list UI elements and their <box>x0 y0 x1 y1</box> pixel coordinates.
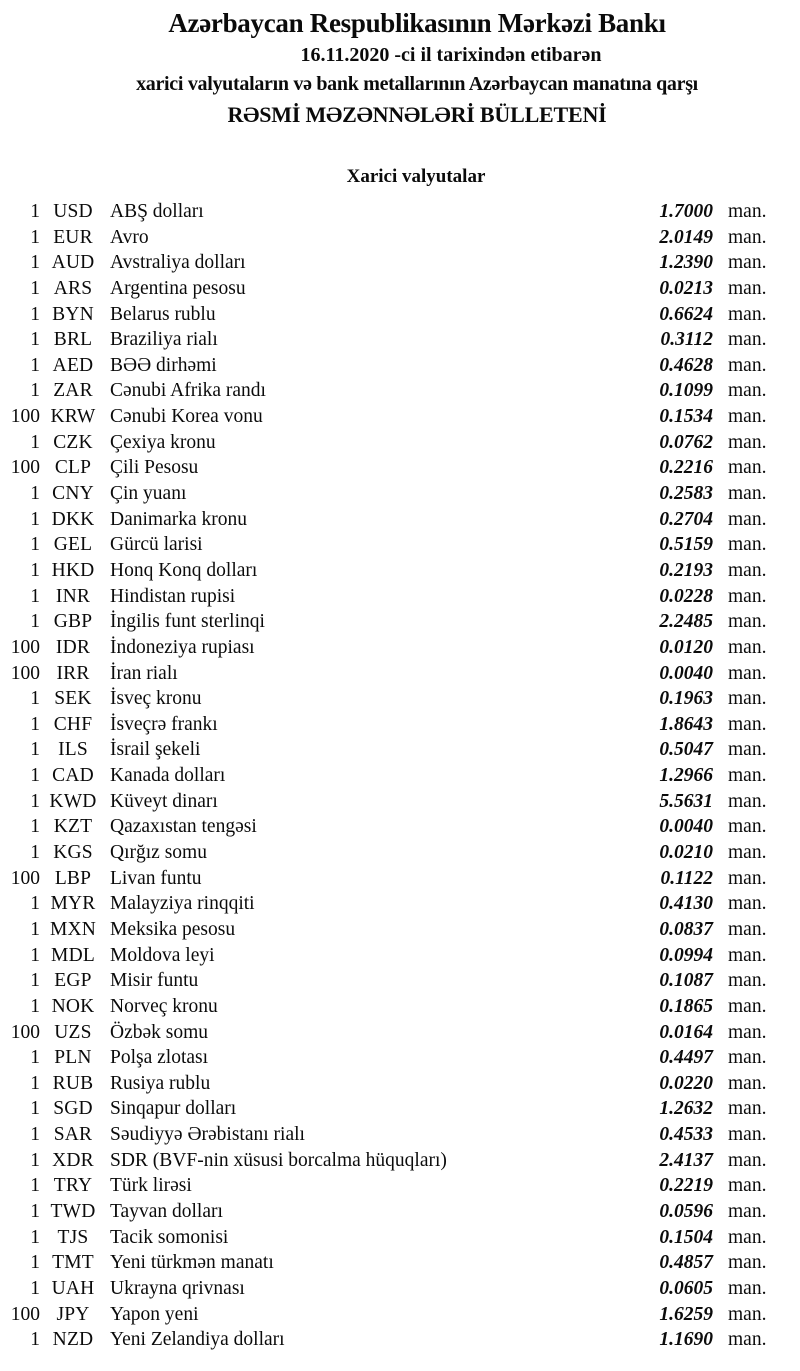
rate-row <box>0 712 800 738</box>
rate-quantity: 1 <box>30 944 40 966</box>
unit-label: man. <box>728 406 767 428</box>
rate-quantity: 100 <box>10 1021 40 1043</box>
rate-quantity: 1 <box>30 765 40 787</box>
unit-label: man. <box>728 559 767 581</box>
unit-label: man. <box>728 354 767 376</box>
currency-code: EUR <box>53 226 93 248</box>
bulletin-title: RƏSMİ MƏZƏNNƏLƏRİ BÜLLETENİ <box>227 102 607 127</box>
rate-quantity: 1 <box>30 1072 40 1094</box>
rate-quantity: 1 <box>30 970 40 992</box>
unit-label: man. <box>728 1047 767 1069</box>
rate-value: 1.8643 <box>659 713 713 735</box>
rate-row <box>0 225 800 251</box>
rate-quantity: 1 <box>30 713 40 735</box>
currency-code: ILS <box>58 739 88 761</box>
unit-label: man. <box>728 457 767 479</box>
unit-label: man. <box>728 1329 767 1351</box>
unit-label: man. <box>728 765 767 787</box>
rate-row <box>0 1276 800 1302</box>
currency-code: CNY <box>52 483 94 505</box>
exchange-rates-table <box>0 199 800 1353</box>
rate-quantity: 1 <box>30 1124 40 1146</box>
unit-label: man. <box>728 739 767 761</box>
rate-row <box>0 968 800 994</box>
rate-quantity: 1 <box>30 790 40 812</box>
unit-label: man. <box>728 329 767 351</box>
rate-value: 5.5631 <box>659 790 713 812</box>
currency-name: Sinqapur dolları <box>110 1098 237 1120</box>
unit-label: man. <box>728 508 767 530</box>
currency-name: Misir funtu <box>110 970 199 992</box>
unit-label: man. <box>728 893 767 915</box>
rate-row <box>0 1122 800 1148</box>
rate-quantity: 1 <box>30 816 40 838</box>
rate-quantity: 100 <box>10 406 40 428</box>
currency-name: BƏƏ dirhəmi <box>110 354 217 376</box>
rate-row <box>0 1173 800 1199</box>
unit-label: man. <box>728 842 767 864</box>
currency-name: Gürcü larisi <box>110 534 203 556</box>
rate-quantity: 1 <box>30 277 40 299</box>
currency-code: XDR <box>52 1149 94 1171</box>
rate-value: 1.6259 <box>659 1303 713 1325</box>
rate-value: 0.4628 <box>659 354 713 376</box>
rate-quantity: 100 <box>10 1303 40 1325</box>
rate-value: 0.0994 <box>659 944 713 966</box>
currency-name: Rusiya rublu <box>110 1072 211 1094</box>
currency-code: CHF <box>53 713 93 735</box>
currency-code: EGP <box>54 970 92 992</box>
currency-name: Avro <box>110 226 149 248</box>
rate-value: 0.0210 <box>659 842 713 864</box>
currency-code: KGS <box>53 842 93 864</box>
rate-quantity: 1 <box>30 1149 40 1171</box>
unit-label: man. <box>728 1175 767 1197</box>
currency-name: Meksika pesosu <box>110 918 236 940</box>
currency-name: İsveç kronu <box>110 688 202 710</box>
rate-row <box>0 1327 800 1353</box>
currency-code: MYR <box>50 893 96 915</box>
currency-name: Cənubi Afrika randı <box>110 380 266 402</box>
currency-name: Yeni Zelandiya dolları <box>110 1329 285 1351</box>
rate-value: 0.6624 <box>659 303 713 325</box>
currency-name: İsrail şekeli <box>110 739 201 761</box>
currency-name: Tayvan dolları <box>110 1200 223 1222</box>
rate-quantity: 1 <box>30 1277 40 1299</box>
currency-code: NZD <box>52 1329 94 1351</box>
rate-value: 1.2390 <box>659 252 713 274</box>
rate-value: 1.1690 <box>659 1329 713 1351</box>
rate-value: 0.3112 <box>660 329 713 351</box>
unit-label: man. <box>728 970 767 992</box>
rate-row <box>0 814 800 840</box>
unit-label: man. <box>728 995 767 1017</box>
rate-quantity: 1 <box>30 1329 40 1351</box>
rate-value: 0.0164 <box>659 1021 713 1043</box>
unit-label: man. <box>728 1098 767 1120</box>
currency-code: AUD <box>51 252 95 274</box>
currency-code: BYN <box>52 303 94 325</box>
currency-name: Yapon yeni <box>110 1303 199 1325</box>
rate-row <box>0 1020 800 1046</box>
rate-row <box>0 866 800 892</box>
currency-name: Cənubi Korea vonu <box>110 406 263 428</box>
rate-quantity: 1 <box>30 559 40 581</box>
currency-name: Malayziya rinqqiti <box>110 893 255 915</box>
rate-row <box>0 404 800 430</box>
rate-value: 0.0040 <box>659 662 713 684</box>
currency-code: NOK <box>51 995 95 1017</box>
rate-value: 0.1087 <box>659 970 713 992</box>
rate-value: 0.4130 <box>659 893 713 915</box>
currency-name: Yeni türkmən manatı <box>110 1252 274 1274</box>
currency-code: GBP <box>53 611 93 633</box>
rate-quantity: 1 <box>30 1252 40 1274</box>
currency-name: Ukrayna qrivnası <box>110 1277 245 1299</box>
rate-value: 0.5159 <box>659 534 713 556</box>
rate-quantity: 1 <box>30 1226 40 1248</box>
rate-row <box>0 1225 800 1251</box>
unit-label: man. <box>728 867 767 889</box>
unit-label: man. <box>728 636 767 658</box>
section-title-foreign-currencies: Xarici valyutalar <box>346 166 486 187</box>
rate-row <box>0 789 800 815</box>
unit-label: man. <box>728 1149 767 1171</box>
unit-label: man. <box>728 483 767 505</box>
unit-label: man. <box>728 1200 767 1222</box>
rate-value: 0.0605 <box>659 1277 713 1299</box>
rate-row <box>0 1045 800 1071</box>
currency-name: Braziliya rialı <box>110 329 218 351</box>
rate-value: 0.4497 <box>659 1047 713 1069</box>
unit-label: man. <box>728 790 767 812</box>
rate-quantity: 1 <box>30 380 40 402</box>
currency-name: Hindistan rupisi <box>110 585 236 607</box>
rate-value: 0.1504 <box>659 1226 713 1248</box>
currency-name: Honq Konq dolları <box>110 559 258 581</box>
rate-value: 0.2216 <box>659 457 713 479</box>
currency-code: TJS <box>57 1226 89 1248</box>
currency-name: Avstraliya dolları <box>110 252 246 274</box>
currency-code: KWD <box>49 790 97 812</box>
rate-row <box>0 276 800 302</box>
currency-code: TWD <box>50 1200 96 1222</box>
rate-quantity: 1 <box>30 201 40 222</box>
unit-label: man. <box>728 1252 767 1274</box>
currency-code: INR <box>55 585 91 607</box>
currency-name: Norveç kronu <box>110 995 218 1017</box>
rate-row <box>0 994 800 1020</box>
rate-quantity: 1 <box>30 842 40 864</box>
rate-row <box>0 1148 800 1174</box>
rate-value: 2.0149 <box>659 226 713 248</box>
unit-label: man. <box>728 585 767 607</box>
rate-quantity: 1 <box>30 483 40 505</box>
currency-name: İngilis funt sterlinqi <box>110 611 265 633</box>
currency-name: Polşa zlotası <box>110 1047 209 1069</box>
currency-code: TMT <box>52 1252 94 1274</box>
rate-row <box>0 302 800 328</box>
currency-code: UZS <box>54 1021 92 1043</box>
rate-value: 0.4533 <box>659 1124 713 1146</box>
rate-row <box>0 481 800 507</box>
rate-quantity: 100 <box>10 636 40 658</box>
currency-code: KZT <box>53 816 93 838</box>
rate-row <box>0 584 800 610</box>
unit-label: man. <box>728 1226 767 1248</box>
unit-label: man. <box>728 1303 767 1325</box>
currency-code: SAR <box>53 1124 93 1146</box>
currency-code: KRW <box>50 406 96 428</box>
rate-quantity: 1 <box>30 303 40 325</box>
rate-row <box>0 327 800 353</box>
rate-value: 0.0762 <box>659 431 713 453</box>
rate-quantity: 1 <box>30 1175 40 1197</box>
rate-row <box>0 943 800 969</box>
unit-label: man. <box>728 1072 767 1094</box>
rate-value: 1.2632 <box>659 1098 713 1120</box>
rate-quantity: 1 <box>30 611 40 633</box>
currency-name: Qazaxıstan tengəsi <box>110 816 257 838</box>
currency-name: SDR (BVF-nin xüsusi borcalma hüquqları) <box>110 1149 447 1171</box>
currency-code: CZK <box>53 431 93 453</box>
rate-row <box>0 199 800 225</box>
currency-name: Danimarka kronu <box>110 508 247 530</box>
currency-name: ABŞ dolları <box>110 201 204 222</box>
currency-name: Səudiyyə Ərəbistanı rialı <box>110 1124 305 1146</box>
rate-row <box>0 430 800 456</box>
unit-label: man. <box>728 918 767 940</box>
rate-row <box>0 635 800 661</box>
rate-row <box>0 891 800 917</box>
rate-quantity: 1 <box>30 534 40 556</box>
currency-code: SGD <box>53 1098 93 1120</box>
rate-row <box>0 532 800 558</box>
rate-value: 0.1534 <box>659 406 713 428</box>
unit-label: man. <box>728 431 767 453</box>
rate-quantity: 1 <box>30 1200 40 1222</box>
currency-name: Livan funtu <box>110 867 202 889</box>
currency-name: Moldova leyi <box>110 944 215 966</box>
rate-value: 0.1865 <box>659 995 713 1017</box>
currency-code: AED <box>52 354 94 376</box>
document-header <box>17 0 800 130</box>
currency-name: Türk lirəsi <box>110 1175 192 1197</box>
rate-quantity: 1 <box>30 252 40 274</box>
currency-code: IRR <box>56 662 90 684</box>
unit-label: man. <box>728 380 767 402</box>
rate-row <box>0 1071 800 1097</box>
rate-value: 0.2219 <box>659 1175 713 1197</box>
unit-label: man. <box>728 662 767 684</box>
rate-value: 0.1963 <box>659 688 713 710</box>
unit-label: man. <box>728 303 767 325</box>
rate-row <box>0 455 800 481</box>
rate-row <box>0 378 800 404</box>
unit-label: man. <box>728 534 767 556</box>
rate-row <box>0 250 800 276</box>
currency-code: UAH <box>51 1277 95 1299</box>
rate-row <box>0 917 800 943</box>
currency-name: Küveyt dinarı <box>110 790 218 812</box>
rate-value: 0.0220 <box>659 1072 713 1094</box>
unit-label: man. <box>728 688 767 710</box>
unit-label: man. <box>728 816 767 838</box>
currency-name: Çin yuanı <box>110 483 187 505</box>
rate-value: 2.4137 <box>659 1149 713 1171</box>
currency-name: İndoneziya rupiası <box>110 636 255 658</box>
rate-quantity: 1 <box>30 226 40 248</box>
currency-name: Kanada dolları <box>110 765 226 787</box>
currency-code: MXN <box>49 918 97 940</box>
rate-quantity: 1 <box>30 995 40 1017</box>
rate-value: 0.1099 <box>659 380 713 402</box>
currency-code: USD <box>53 201 93 222</box>
effective-date-line: 16.11.2020 -ci il tarixindən etibarən <box>300 44 602 66</box>
rate-quantity: 1 <box>30 1098 40 1120</box>
currency-code: LBP <box>54 867 92 889</box>
rate-value: 0.2193 <box>659 559 713 581</box>
rate-value: 0.2583 <box>659 483 713 505</box>
rate-quantity: 1 <box>30 354 40 376</box>
rate-quantity: 1 <box>30 431 40 453</box>
bank-name-title: Azərbaycan Respublikasının Mərkəzi Bankı <box>168 8 666 38</box>
currency-name: Qırğız somu <box>110 842 207 864</box>
rate-quantity: 1 <box>30 585 40 607</box>
subject-line: xarici valyutaların və bank metallarının Azərbaycan manatına qarşı <box>136 73 698 95</box>
rate-value: 0.0040 <box>659 816 713 838</box>
rate-quantity: 1 <box>30 329 40 351</box>
unit-label: man. <box>728 944 767 966</box>
rate-quantity: 1 <box>30 1047 40 1069</box>
currency-code: RUB <box>52 1072 94 1094</box>
unit-label: man. <box>728 1021 767 1043</box>
currency-code: GEL <box>53 534 93 556</box>
rate-quantity: 1 <box>30 893 40 915</box>
rate-value: 0.0837 <box>659 918 713 940</box>
currency-name: Tacik somonisi <box>110 1226 229 1248</box>
unit-label: man. <box>728 252 767 274</box>
currency-code: SEK <box>54 688 92 710</box>
rate-value: 0.0120 <box>659 636 713 658</box>
unit-label: man. <box>728 713 767 735</box>
currency-code: CLP <box>54 457 92 479</box>
rate-row <box>0 1250 800 1276</box>
rate-value: 0.0228 <box>659 585 713 607</box>
rate-value: 1.7000 <box>659 201 713 222</box>
currency-name: Argentina pesosu <box>110 277 246 299</box>
unit-label: man. <box>728 277 767 299</box>
currency-code: ZAR <box>53 380 93 402</box>
rate-value: 1.2966 <box>659 765 713 787</box>
unit-label: man. <box>728 611 767 633</box>
rate-row <box>0 686 800 712</box>
currency-name: Belarus rublu <box>110 303 216 325</box>
rate-quantity: 100 <box>10 867 40 889</box>
currency-code: CAD <box>52 765 94 787</box>
rate-row <box>0 353 800 379</box>
rate-value: 0.4857 <box>659 1252 713 1274</box>
currency-name: Çexiya kronu <box>110 431 216 453</box>
unit-label: man. <box>728 201 767 222</box>
rate-row <box>0 558 800 584</box>
currency-code: HKD <box>51 559 95 581</box>
currency-code: PLN <box>54 1047 92 1069</box>
rate-value: 0.0213 <box>659 277 713 299</box>
rate-row <box>0 1096 800 1122</box>
currency-code: IDR <box>55 636 91 658</box>
rate-row <box>0 661 800 687</box>
rate-quantity: 1 <box>30 688 40 710</box>
currency-code: DKK <box>51 508 95 530</box>
unit-label: man. <box>728 226 767 248</box>
rate-value: 2.2485 <box>659 611 713 633</box>
rate-value: 0.0596 <box>659 1200 713 1222</box>
rate-value: 0.5047 <box>659 739 713 761</box>
rate-quantity: 1 <box>30 918 40 940</box>
currency-name: İsveçrə frankı <box>110 713 218 735</box>
currency-code: TRY <box>53 1175 93 1197</box>
currency-code: BRL <box>53 329 93 351</box>
rate-row <box>0 507 800 533</box>
currency-code: JPY <box>56 1303 90 1325</box>
rate-row <box>0 840 800 866</box>
rate-row <box>0 1302 800 1328</box>
rate-quantity: 100 <box>10 457 40 479</box>
currency-code: MDL <box>51 944 95 966</box>
rate-row <box>0 609 800 635</box>
currency-name: Özbək somu <box>110 1021 209 1043</box>
rate-row <box>0 763 800 789</box>
unit-label: man. <box>728 1277 767 1299</box>
unit-label: man. <box>728 1124 767 1146</box>
rate-value: 0.1122 <box>660 867 713 889</box>
currency-code: ARS <box>53 277 93 299</box>
rate-quantity: 100 <box>10 662 40 684</box>
rate-value: 0.2704 <box>659 508 713 530</box>
rate-row <box>0 1199 800 1225</box>
currency-name: İran rialı <box>110 662 178 684</box>
currency-name: Çili Pesosu <box>110 457 199 479</box>
rate-row <box>0 737 800 763</box>
rate-quantity: 1 <box>30 739 40 761</box>
rate-quantity: 1 <box>30 508 40 530</box>
